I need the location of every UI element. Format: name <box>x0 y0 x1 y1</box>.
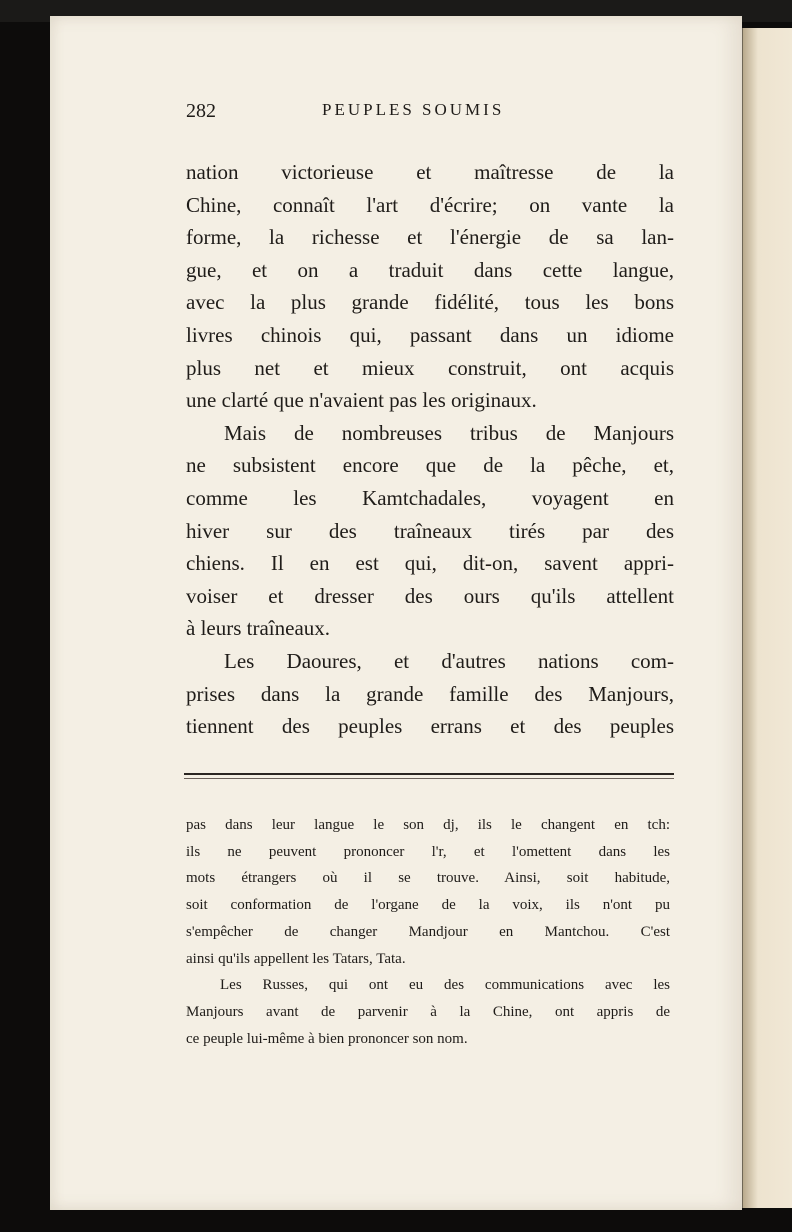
text-line: une clarté que n'avaient pas les originaux. <box>186 388 537 413</box>
footnote-line: Manjours avant de parvenir à la Chine, ont appris de <box>186 1003 670 1020</box>
page-number: 282 <box>186 100 216 122</box>
footnote-line: s'empêcher de changer Mandjour en Mantchou. C'est <box>186 923 670 940</box>
text-line: chiens. Il en est qui, dit-on, savent appri- <box>186 551 674 576</box>
paragraph-2 <box>186 417 674 645</box>
book-page <box>50 16 742 1210</box>
footnote-line: ce peuple lui-même à bien prononcer son nom. <box>186 1030 468 1047</box>
footnote-paragraph-2 <box>186 972 670 1052</box>
footnote-rule-thin <box>184 778 674 779</box>
running-title: PEUPLES SOUMIS <box>322 100 505 119</box>
footnote-rule <box>184 773 674 775</box>
text-line: nation victorieuse et maîtresse de la <box>186 160 674 184</box>
running-header <box>186 100 586 136</box>
text-line: Mais de nombreuses tribus de Manjours <box>224 420 674 445</box>
text-line: à leurs traîneaux. <box>186 616 331 641</box>
text-line: ne subsistent encore que de la pêche, et, <box>186 453 674 478</box>
text-line: Les Daoures, et d'autres nations com- <box>224 648 674 673</box>
footnote-line: Les Russes, qui ont eu des communications avec les <box>220 977 670 994</box>
footnote-line: soit conformation de l'organe de la voix, ils n'ont pu <box>186 897 670 914</box>
text-line: gue, et on a traduit dans cette langue, <box>186 257 674 282</box>
text-line: comme les Kamtchadales, voyagent en <box>186 485 674 510</box>
footnote <box>186 812 670 1052</box>
text-line: voiser et dresser des ours qu'ils attellent <box>186 583 674 608</box>
text-line: plus net et mieux construit, ont acquis <box>186 355 674 380</box>
adjacent-page-edge <box>742 28 792 1208</box>
text-line: tiennent des peuples errans et des peuples <box>186 714 674 739</box>
footnote-line: ils ne peuvent prononcer l'r, et l'omettent dans les <box>186 843 670 860</box>
paragraph-3 <box>186 645 674 743</box>
footnote-paragraph-1 <box>186 812 670 972</box>
footnote-line: mots étrangers où il se trouve. Ainsi, soit habitude, <box>186 870 670 887</box>
footnote-line: pas dans leur langue le son dj, ils le changent en tch: <box>186 817 670 833</box>
paragraph-1 <box>186 156 674 417</box>
text-line: livres chinois qui, passant dans un idiome <box>186 322 674 347</box>
footnote-line: ainsi qu'ils appellent les Tatars, Tata. <box>186 950 406 967</box>
text-line: prises dans la grande famille des Manjours, <box>186 681 674 706</box>
text-line: Chine, connaît l'art d'écrire; on vante la <box>186 192 674 217</box>
text-line: avec la plus grande fidélité, tous les bons <box>186 290 674 315</box>
text-line: hiver sur des traîneaux tirés par des <box>186 518 674 543</box>
main-text <box>186 156 674 743</box>
text-line: forme, la richesse et l'énergie de sa lan- <box>186 225 674 250</box>
